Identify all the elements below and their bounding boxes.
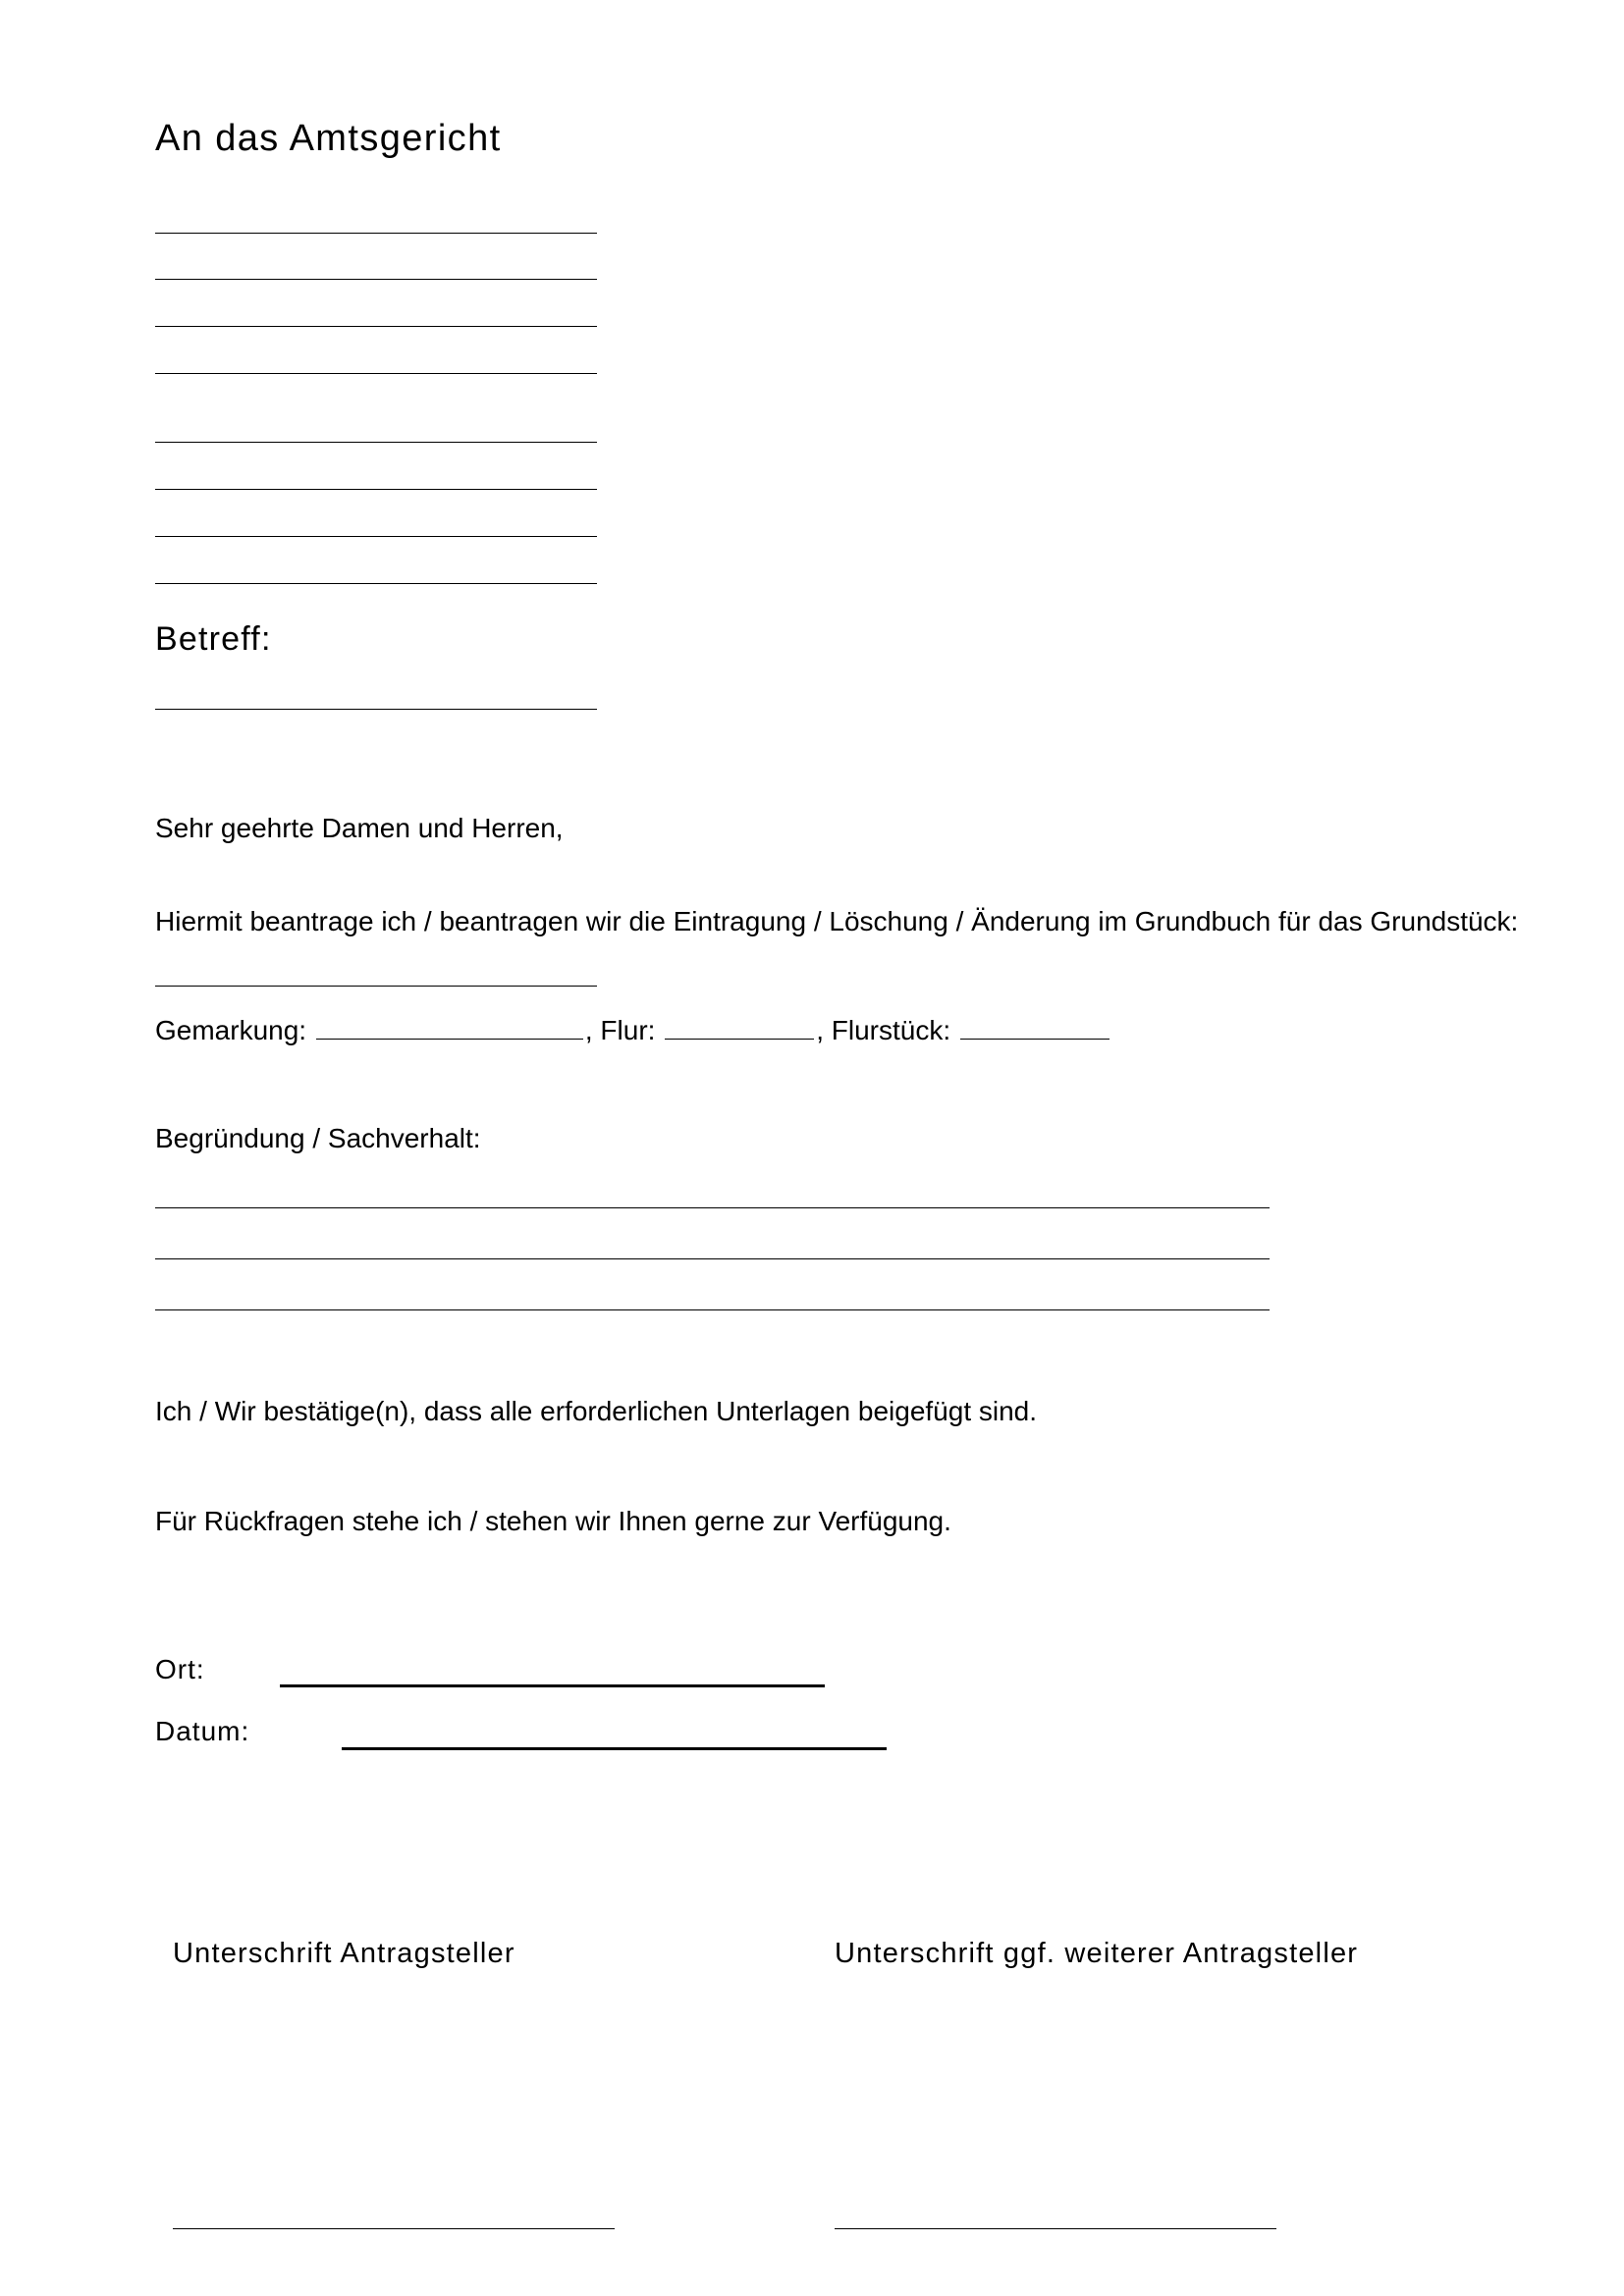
salutation: Sehr geehrte Damen und Herren, bbox=[155, 813, 564, 843]
address-line-4[interactable] bbox=[155, 373, 597, 374]
signature-additional-label: Unterschrift ggf. weiterer Antragsteller bbox=[835, 1938, 1359, 1969]
reason-line-1[interactable] bbox=[155, 1207, 1270, 1208]
address-line-6[interactable] bbox=[155, 489, 597, 490]
date-field[interactable] bbox=[342, 1747, 887, 1750]
gemarkung-label: Gemarkung: bbox=[155, 1015, 307, 1045]
date-label: Datum: bbox=[155, 1716, 250, 1746]
subject-line[interactable] bbox=[155, 709, 597, 710]
address-line-3[interactable] bbox=[155, 326, 597, 327]
confirmation-text: Ich / Wir bestätige(n), dass alle erforderlichen Unterlagen beigefügt sind. bbox=[155, 1396, 1038, 1426]
subject-label: Betreff: bbox=[155, 620, 272, 658]
address-line-5[interactable] bbox=[155, 442, 597, 443]
reason-line-2[interactable] bbox=[155, 1258, 1270, 1259]
reason-line-3[interactable] bbox=[155, 1309, 1270, 1310]
signature-additional-line[interactable] bbox=[835, 2228, 1276, 2229]
signature-applicant-label: Unterschrift Antragsteller bbox=[173, 1938, 515, 1969]
parcel-row bbox=[155, 1015, 1111, 1046]
flur-field[interactable] bbox=[665, 1039, 814, 1040]
address-line-1[interactable] bbox=[155, 233, 597, 234]
place-label: Ort: bbox=[155, 1654, 205, 1684]
request-text: Hiermit beantrage ich / beantragen wir die Eintragung / Löschung / Änderung im Grundbuch für das Grundstück: bbox=[155, 906, 1519, 936]
gemarkung-field[interactable] bbox=[316, 1039, 583, 1040]
recipient-heading: An das Amtsgericht bbox=[155, 118, 502, 159]
address-line-2[interactable] bbox=[155, 279, 597, 280]
contact-text: Für Rückfragen stehe ich / stehen wir Ihnen gerne zur Verfügung. bbox=[155, 1506, 951, 1536]
property-line[interactable] bbox=[155, 986, 597, 987]
place-field[interactable] bbox=[280, 1684, 825, 1687]
flurstueck-label: , Flurstück: bbox=[816, 1015, 951, 1045]
flur-label: , Flur: bbox=[584, 1015, 656, 1045]
signature-applicant-line[interactable] bbox=[173, 2228, 615, 2229]
reason-label: Begründung / Sachverhalt: bbox=[155, 1123, 481, 1153]
address-line-8[interactable] bbox=[155, 583, 597, 584]
address-line-7[interactable] bbox=[155, 536, 597, 537]
flurstueck-field[interactable] bbox=[960, 1039, 1110, 1040]
